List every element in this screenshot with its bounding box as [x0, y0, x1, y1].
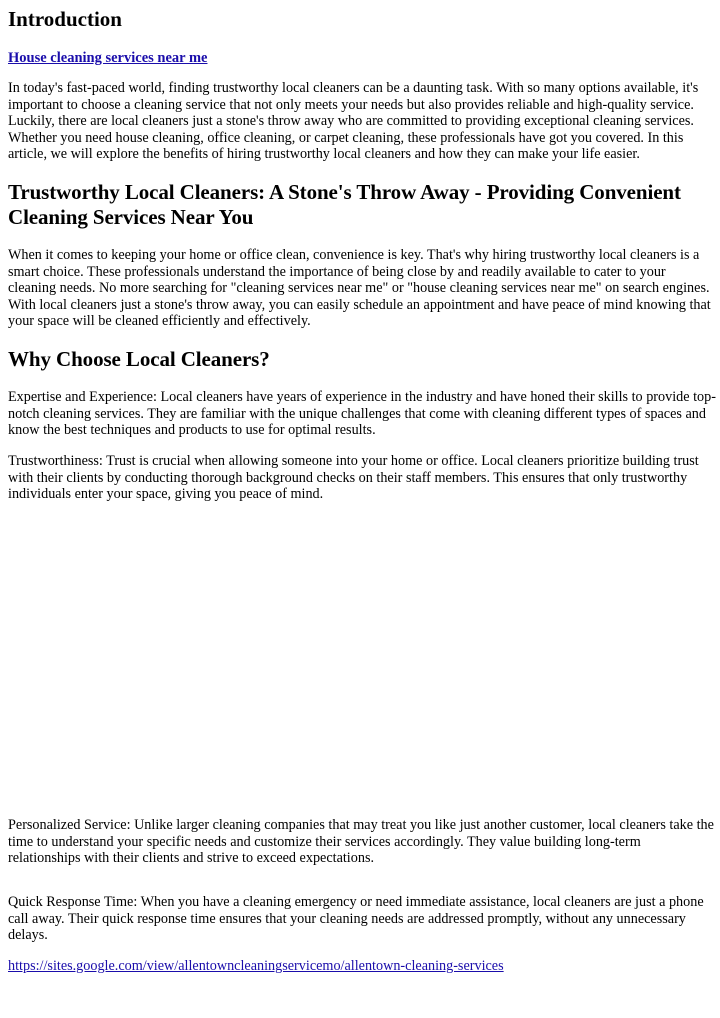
section-paragraph-convenience: When it comes to keeping your home or office clean, convenience is key. That's why hiring trustworthy local cleaners is a smart choice. These professionals understand the importance of being close by and readily available to cater to your cleaning needs. No more searching for "cleaning services near me" or "house cleaning services near me" on search engines. With local cleaners just a stone's throw away, you can easily schedule an appointment and have peace of mind knowing that your space will be cleaned efficiently and effectively. [8, 247, 711, 330]
paragraph-quick-response: Quick Response Time: When you have a cleaning emergency or need immediate assistance, local cleaners are just a phone call away. Their quick response time ensures that your cleaning needs are addressed promptly, without any unnecessary delays. [8, 894, 704, 944]
allentown-cleaning-link[interactable]: https://sites.google.com/view/allentowncleaningservicemo/allentown-cleaning-services [8, 958, 504, 974]
section-heading-why-local: Why Choose Local Cleaners? [8, 347, 270, 371]
section-heading-trustworthy: Trustworthy Local Cleaners: A Stone's Throw Away - Providing Convenient Cleaning Services Near You [8, 180, 681, 229]
intro-heading: Introduction [8, 7, 122, 31]
paragraph-personalized-service: Personalized Service: Unlike larger cleaning companies that may treat you like just another customer, local cleaners take the time to understand your specific needs and customize their services accordingly. They value building long-term relationships with their clients and strive to exceed expectations. [8, 817, 714, 867]
intro-paragraph: In today's fast-paced world, finding trustworthy local cleaners can be a daunting task. With so many options available, it's important to choose a cleaning service that not only meets your needs but also provides reliable and high-quality service. Luckily, there are local cleaners just a stone's throw away who are committed to providing exceptional cleaning services. Whether you need house cleaning, office cleaning, or carpet cleaning, these professionals have got you covered. In this article, we will explore the benefits of hiring trustworthy local cleaners and how they can make your life easier. [8, 80, 699, 163]
house-cleaning-link[interactable]: House cleaning services near me [8, 50, 208, 66]
paragraph-expertise: Expertise and Experience: Local cleaners have years of experience in the industry and have honed their skills to provide top-notch cleaning services. They are familiar with the unique challenges that come with cleaning different types of spaces and know the best techniques and products to use for optimal results. [8, 389, 716, 439]
paragraph-trustworthiness: Trustworthiness: Trust is crucial when allowing someone into your home or office. Local cleaners prioritize building trust with their clients by conducting thorough background checks on their staff members. This ensures that only trustworthy individuals enter your space, giving you peace of mind. [8, 453, 699, 503]
